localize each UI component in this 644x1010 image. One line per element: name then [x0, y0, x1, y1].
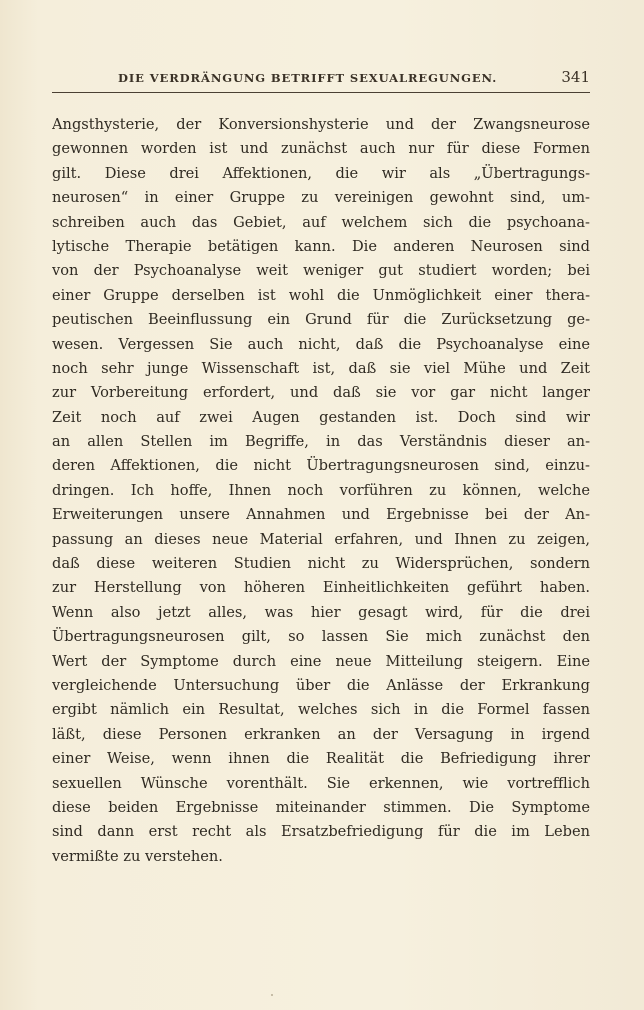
text-line: peutischen Beeinflussung ein Grund für die Zurücksetzung ge-: [52, 311, 590, 329]
text-line: passung an dieses neue Material erfahren, und Ihnen zu zeigen,: [52, 530, 590, 548]
text-line: Wert der Symptome durch eine neue Mitteilung steigern. Eine: [52, 652, 590, 670]
page-number: 341: [561, 68, 590, 86]
text-line: lytische Therapie betätigen kann. Die anderen Neurosen sind: [52, 237, 590, 255]
text-line: Angsthysterie, der Konversionshysterie und der Zwangsneurose: [52, 116, 590, 133]
text-line: an allen Stellen im Begriffe, in das Verständnis dieser an-: [52, 433, 590, 451]
text-line: Übertragungsneurosen gilt, so lassen Sie mich zunächst den: [52, 628, 590, 646]
text-line: sexuellen Wünsche vorenthält. Sie erkennen, wie vortrefflich: [52, 774, 590, 792]
paper-speck: [271, 994, 273, 996]
text-line: Erweiterungen unsere Annahmen und Ergebnisse bei der An-: [52, 506, 590, 524]
body-paragraph: [52, 113, 590, 869]
text-line: vergleichende Untersuchung über die Anlässe der Erkrankung: [52, 676, 590, 694]
text-line: gilt. Diese drei Affektionen, die wir als „Übertragungs-: [52, 164, 590, 182]
text-line-last: vermißte zu verstehen.: [52, 847, 223, 865]
text-line: ergibt nämlich ein Resultat, welches sich in die Formel fassen: [52, 701, 590, 719]
text-line: gewonnen worden ist und zunächst auch nur für diese Formen: [52, 140, 590, 158]
text-line: daß diese weiteren Studien nicht zu Widersprüchen, sondern: [52, 555, 590, 573]
text-line: deren Affektionen, die nicht Übertragungsneurosen sind, einzu-: [52, 457, 590, 475]
text-line: noch sehr junge Wissenschaft ist, daß sie viel Mühe und Zeit: [52, 359, 590, 377]
running-title: DIE VERDRÄNGUNG BETRIFFT SEXUALREGUNGEN.: [118, 71, 498, 85]
text-line: von der Psychoanalyse weit weniger gut studiert worden; bei: [52, 262, 590, 280]
text-line: zur Vorbereitung erfordert, und daß sie vor gar nicht langer: [52, 384, 590, 402]
text-line: dringen. Ich hoffe, Ihnen noch vorführen zu können, welche: [52, 481, 590, 499]
text-line: sind dann erst recht als Ersatzbefriedigung für die im Leben: [52, 823, 590, 841]
text-line: diese beiden Ergebnisse miteinander stimmen. Die Symptome: [52, 798, 590, 816]
text-line: Zeit noch auf zwei Augen gestanden ist. Doch sind wir: [52, 408, 590, 426]
text-line: einer Weise, wenn ihnen die Realität die Befriedigung ihrer: [52, 750, 590, 768]
running-header: [52, 68, 590, 93]
text-line: neurosen“ in einer Gruppe zu vereinigen gewohnt sind, um-: [52, 189, 590, 207]
text-line: wesen. Vergessen Sie auch nicht, daß die Psychoanalyse eine: [52, 335, 590, 353]
text-line: einer Gruppe derselben ist wohl die Unmöglichkeit einer thera-: [52, 286, 590, 304]
text-line: schreiben auch das Gebiet, auf welchem sich die psychoana-: [52, 213, 590, 231]
text-line: Wenn also jetzt alles, was hier gesagt wird, für die drei: [52, 603, 590, 621]
text-line: läßt, diese Personen erkranken an der Versagung in irgend: [52, 725, 590, 743]
text-line: zur Herstellung von höheren Einheitlichkeiten geführt haben.: [52, 579, 590, 597]
